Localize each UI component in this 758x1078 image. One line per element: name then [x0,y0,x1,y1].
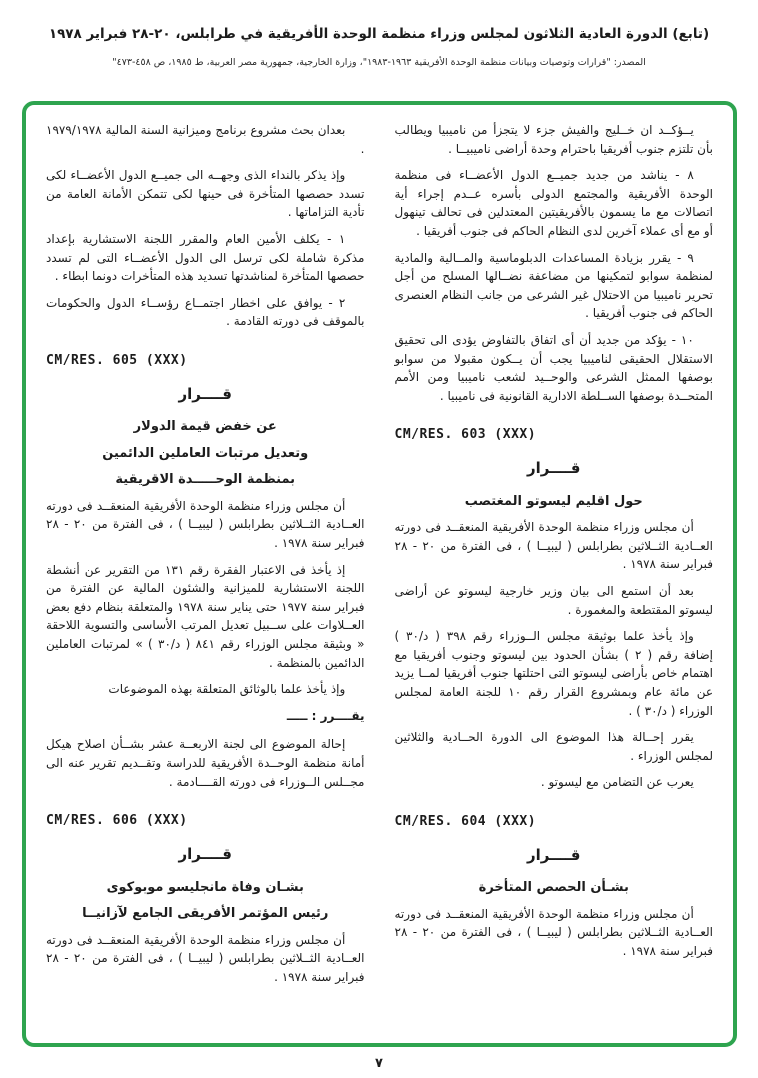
paragraph: يــؤكــد ان خــليج والفيش جزء لا يتجزأ من ناميبيا ويطالب بأن تلتزم جنوب أفريقيا باحترام وحدة أراضى ناميبيــا . [394,123,713,156]
left-column [46,121,365,1033]
resolution-title: حول اقليم ليسوتو المغتصب [464,493,643,509]
paragraph: ٩ - يقرر بزيادة المساعدات الدبلوماسية والمــالية والمادية لمنظمة سوابو لتمكينها من مضاعفة نضــالها المسلح من أجل تحرير ناميبيا من الاحتلال غير الشرعى من جانب النظام العنصرى الحاكم فى جنوب أفريقيا . [394,250,713,321]
paragraph: أن مجلس وزراء منظمة الوحدة الأفريقية المنعقــد فى دورته العــادية الثــلاثين بطرابلس ( ليبيــا ) ، فى الفترة من ٢٠ - ٢٨ فبراير سنة ١٩٧٨ . [394,906,713,958]
paragraph: وإذ يأخذ علما بالوثائق المتعلقة بهذه الموضوعات [108,682,346,697]
paragraph: وإذ يأخذ علما بوثيقة مجلس الــوزراء رقم ٣٩٨ ( د/٣٠ ) إضافة رقم ( ٢ ) بشأن الحدود بين ليسوتو وجنوب أفريقيا مع اهتمام خاص بأراضى ليسوتو التى احتلتها جنوب أفريقيا لمــا يزيد عن مائة عام وبمشروع القرار رقم ١٠ للجنة العامة لمجلس الوزراء ( د/٣٠ ) . [394,629,714,718]
paragraph: أن مجلس وزراء منظمة الوحدة الأفريقية المنعقــد فى دورته العــادية الثــلاثين بطرابلس ( ليبيــا ) ، فى الفترة من ٢٠ - ٢٨ فبراير سنة ١٩٧٨ . [394,520,713,572]
content-frame [22,101,737,1047]
paragraph: ٨ - يناشد من جديد جميــع الدول الأعضــاء فى منظمة الوحدة الأفريقية والمجتمع الدولى بأسره عــدم إجراء أية اتصالات مع ما يسمون بالأفريقيتين المعتدلين فى تحالف تينهول أو مع أى عملاء آخرين لدى النظام الحاكم فى جنوب أفريقيا . [394,168,713,238]
resolution-title: بمنظمة الوحـــــدة الاقريقية [115,472,296,488]
resolution-code: CM/RES. 605 (XXX) [46,352,188,368]
document-title: (تابع) الدورة العادية الثلاثون لمجلس وزراء منظمة الوحدة الأفريقية في طرابلس، ٢٠-٢٨ فبراير ١٩٧٨ [48,26,710,42]
decree-line: يقــــرر : ـــــ [286,708,365,723]
paragraph: إذ يأخذ فى الاعتبار الفقرة رقم ١٣١ من التقرير عن أنشطة اللجنة الاستشارية للميزانية والشئون المالية عن الفترة من فبراير سنة ١٩٧٧ حتى يناير سنة ١٩٧٨ والمتعلقة بنظام دفع بعض العــلاوات على ســبيل تعديل المرتب الأساسى والتسوية اللاحقة « وبثيقة مجلس الوزراء رقم ٨٤١ ( د/٣٠ ) » لمرتبات العاملين الدائمين بالمنظمة . [46,562,365,670]
text-columns [46,121,713,1033]
paragraph: أن مجلس وزراء منظمة الوحدة الأفريقية المنعقــد فى دورته العــادية الثــلاثين بطرابلس ( ليبيــا ) ، فى الفترة من ٢٠ - ٢٨ فبراير سنة ١٩٧٨ . [46,932,365,984]
paragraph: إحالة الموضوع الى لجنة الاربعــة عشر بشــأن اصلاح هيكل أمانة منظمة الوحــدة الأفريقية للدراسة وتقــديم تقرير عنه الى مجــلس الــوزراء فى دورته القــــادمة . [46,737,365,789]
resolution-heading: قــــرار [527,459,581,478]
page-header [0,0,758,68]
resolution-heading: قــــرار [527,846,581,865]
resolution-code: CM/RES. 603 (XXX) [394,427,537,443]
resolution-title: وتعديل مرتبات العاملين الدائمين [102,445,309,461]
resolution-title: رئيس المؤتمر الأفريقى الجامع لآزانيــا [82,906,329,922]
paragraph: بعدان بحث مشروع برنامج وميزانية السنة المالية ١٩٧٩/١٩٧٨ . [46,123,365,156]
resolution-code: CM/RES. 606 (XXX) [46,813,188,829]
page-number: ٧ [375,1056,383,1071]
paragraph: ١ - يكلف الأمين العام والمقرر اللجنة الاستشارية بإعداد مذكرة شاملة لكى ترسل الى الدول الأعضــاء التى لم تسدد حصصها المتأخرة لمناشدتها تسديد هذه المتأخرات دونما ابطاء . [46,231,365,284]
paragraph: بعد أن استمع الى بيان وزير خارجية ليسوتو عن أراضى ليسوتو المقتطعة والمغمورة . [394,583,713,617]
paragraph: يعرب عن التضامن مع ليسوتو . [540,775,694,790]
resolution-code: CM/RES. 604 (XXX) [394,813,537,829]
paragraph: ١٠ - يؤكد من جديد أن أى اتفاق بالتفاوض يؤدى الى تحقيق الاستقلال الحقيقى لناميبيا يجب أن يــكون مقبولا من سوابو بوصفها الممثل الشرعى والوحــيد لشعب ناميبيا ومن الأمم المتحــدة بوصفها الســلطة الادارية القانونية فى ناميبيا . [394,332,713,403]
paragraph: ٢ - يوافق على اخطار اجتمــاع رؤســاء الدول والحكومات بالموقف فى دورته القادمة . [46,295,365,329]
paragraph: أن مجلس وزراء منظمة الوحدة الأفريقية المنعقــد فى دورته العــادية الثــلاثين بطرابلس ( ليبيــا ) ، فى الفترة من ٢٠ - ٢٨ فبراير سنة ١٩٧٨ . [46,498,365,551]
resolution-title: عن خفض قيمة الدولار [133,419,277,435]
resolution-title: بشـأن الحصص المتأخرة [478,880,629,896]
source-citation: المصدر: "قرارات وتوصيات وبيانات منظمة الوحدة الأفريقية ١٩٦٣-١٩٨٣"، وزارة الخارجية، جمهورية مصر العربية، ط ١٩٨٥، ص ٤٥٨-٤٧٣" [112,57,646,68]
resolution-heading: قــــرار [178,385,232,404]
paragraph: وإذ يذكر بالنداء الذى وجهــه الى جميــع الدول الأعضــاء لكى تسدد حصصها المتأخرة فى حينها لكى تتمكن الأمانة العامة من تأدية التزاماتها . [46,168,365,220]
right-column [395,121,714,1033]
resolution-title: بشـان وفاة مانجليسو موبوكوى [106,879,304,895]
resolution-heading: قــــرار [178,845,232,864]
paragraph: يقرر إحــالة هذا الموضوع الى الدورة الحــادية والثلاثين لمجلس الوزراء . [394,730,713,763]
